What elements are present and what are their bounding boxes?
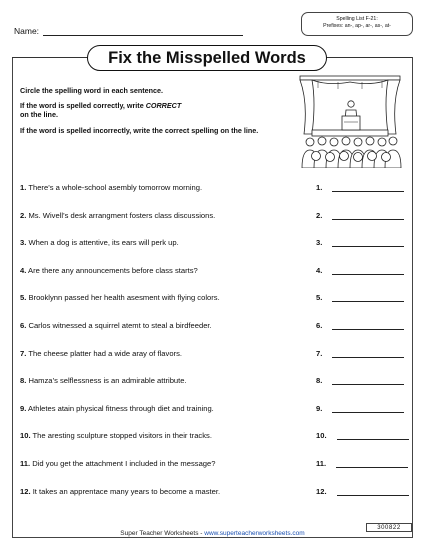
answer-line[interactable] [332, 322, 404, 330]
answer-4 [316, 266, 404, 275]
question-9 [20, 404, 214, 413]
question-1 [20, 183, 202, 192]
answer-9 [316, 404, 404, 413]
question-number: 5. [20, 293, 27, 303]
question-5 [20, 293, 220, 302]
question-6 [20, 321, 212, 330]
page-title: Fix the Misspelled Words [87, 45, 327, 71]
instruction-correct: If the word is spelled correctly, write CORRECT on the line. [20, 101, 182, 119]
question-number: 2. [20, 210, 27, 220]
answer-8 [316, 376, 404, 385]
question-10 [20, 431, 212, 440]
answer-line[interactable] [336, 460, 408, 468]
question-number: 3. [20, 238, 27, 248]
question-number: 4. [20, 265, 27, 275]
answer-11 [316, 459, 408, 468]
answer-line[interactable] [332, 294, 404, 302]
question-text: Athletes atain physical fitness through diet and training. [28, 403, 214, 413]
question-11 [20, 459, 215, 468]
answer-number: 4. [316, 265, 323, 275]
question-text: Did you get the attachment I included in the message? [32, 459, 216, 468]
answer-number: 7. [316, 348, 323, 358]
list-title: Spelling List F-21: [336, 16, 378, 22]
name-line[interactable] [43, 27, 243, 36]
question-number: 8. [20, 376, 27, 386]
question-number: 10. [20, 431, 31, 441]
question-number: 1. [20, 183, 27, 192]
answer-number: 2. [316, 210, 323, 220]
answer-12 [316, 487, 409, 496]
instruction-incorrect: If the word is spelled incorrectly, write the correct spelling on the line. [20, 126, 259, 135]
answer-number: 8. [316, 376, 323, 386]
answer-6 [316, 321, 404, 330]
assembly-illustration [298, 72, 402, 168]
question-text: There’s a whole-school asembly tomorrow morning. [28, 183, 203, 192]
answer-line[interactable] [332, 184, 404, 192]
answer-line[interactable] [332, 267, 404, 275]
footer-brand: Super Teacher Worksheets [120, 530, 199, 537]
worksheet-code: 300822 [366, 523, 412, 532]
question-number: 12. [20, 486, 31, 496]
question-text: Ms. Wivell’s desk arrangment fosters class discussions. [28, 210, 216, 220]
question-text: The cheese platter had a wide aray of flavors. [28, 348, 182, 358]
question-text: Hamza’s selflessness is an admirable attribute. [28, 376, 187, 386]
answer-2 [316, 211, 404, 220]
answer-10 [316, 431, 409, 440]
question-number: 7. [20, 348, 27, 358]
answer-3 [316, 238, 404, 247]
question-text: Are there any announcements before class starts? [28, 265, 198, 275]
name-label: Name: [14, 26, 40, 36]
answer-line[interactable] [337, 432, 409, 440]
answer-line[interactable] [332, 350, 404, 358]
question-3 [20, 238, 179, 247]
question-text: When a dog is attentive, its ears will perk up. [28, 238, 179, 248]
list-prefixes: Prefixes: an-, ap-, ar-, as-, at- [323, 23, 391, 29]
footer: Super Teacher Worksheets - www.superteacherworksheets.com [120, 530, 305, 537]
question-number: 6. [20, 321, 27, 330]
answer-1 [316, 183, 404, 192]
footer-url[interactable]: www.superteacherworksheets.com [204, 530, 305, 537]
spelling-list-box [301, 12, 413, 36]
answer-line[interactable] [332, 405, 404, 413]
answer-number: 11. [316, 459, 327, 468]
answer-number: 6. [316, 321, 323, 330]
answer-number: 5. [316, 293, 323, 303]
question-2 [20, 211, 215, 220]
answer-number: 1. [316, 183, 323, 192]
answer-number: 3. [316, 238, 323, 248]
answer-line[interactable] [332, 377, 404, 385]
answer-7 [316, 349, 404, 358]
answer-line[interactable] [337, 488, 409, 496]
question-12 [20, 487, 220, 496]
answer-line[interactable] [332, 212, 404, 220]
answer-number: 10. [316, 431, 327, 441]
question-8 [20, 376, 187, 385]
question-number: 11. [20, 459, 31, 468]
answer-number: 9. [316, 403, 323, 413]
question-number: 9. [20, 403, 27, 413]
question-text: It takes an apprentace many years to become a master. [32, 486, 221, 496]
question-text: Brooklynn passed her health asesment with flying colors. [28, 293, 220, 303]
question-4 [20, 266, 198, 275]
question-text: Carlos witnessed a squirrel atemt to steal a birdfeeder. [28, 321, 212, 330]
name-row [14, 26, 243, 36]
question-7 [20, 349, 182, 358]
instruction-circle: Circle the spelling word in each sentence. [20, 86, 163, 95]
answer-line[interactable] [332, 239, 404, 247]
answer-number: 12. [316, 486, 327, 496]
question-text: The aresting sculpture stopped visitors in their tracks. [32, 431, 212, 441]
answer-5 [316, 293, 404, 302]
